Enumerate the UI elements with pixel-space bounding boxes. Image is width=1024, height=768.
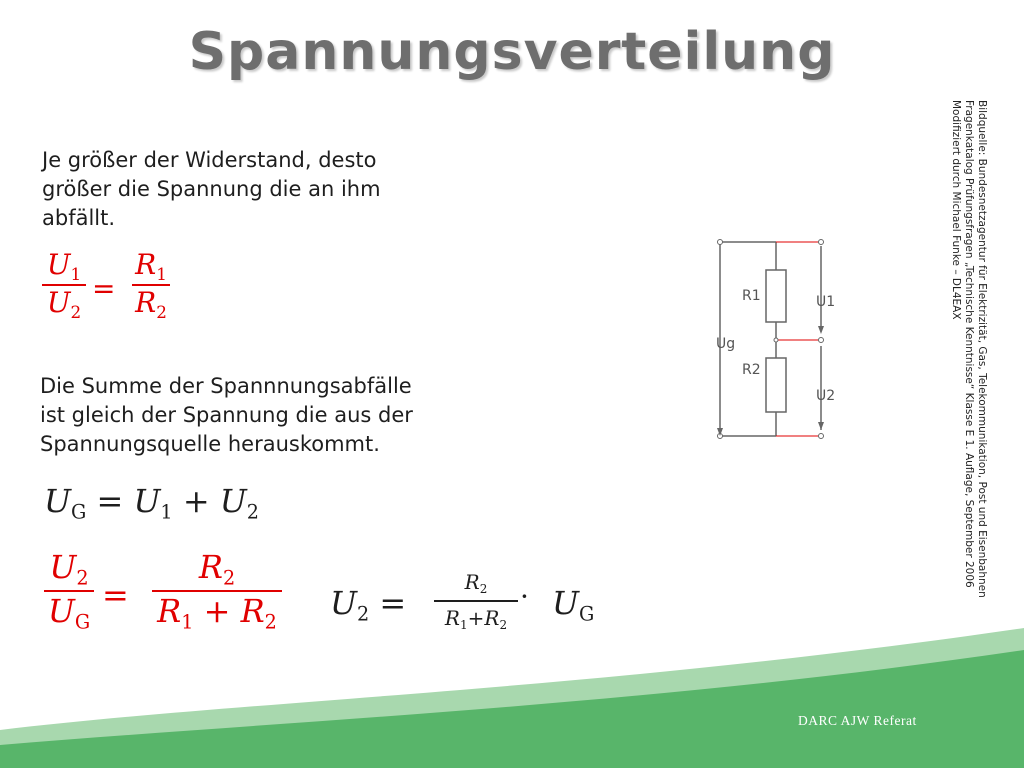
ug-label: Ug — [716, 336, 736, 352]
sum-text: Die Summe der Spannnungsabfälle ist gleich der Spannung die aus der Spannungsquelle herauskommt. — [40, 374, 413, 456]
u1-label: U1 — [816, 294, 836, 310]
sum-formula: $U_G = U_1 + U_2$ — [44, 482, 259, 524]
resistor-r1 — [766, 270, 786, 322]
image-credit: Bildquelle: Bundesnetzagentur für Elektrizität, Gas, Telekommunikation, Post und Eisenbahnen Fragenkatalog Prüfungsfragen „Technische Kenntnisse“ Klasse E 1. Auflage, September 2006 Modifiziert durch Michael Funke – DL4EAX — [950, 100, 988, 598]
slide-title: Spannungsverteilung — [188, 22, 836, 82]
r1-label: R1 — [742, 288, 761, 304]
voltage-divider-circuit — [708, 234, 848, 454]
equals-sign: = — [92, 272, 116, 305]
equals-sign: = — [102, 576, 129, 614]
resistor-r2 — [766, 358, 786, 412]
u2-label: U2 — [816, 388, 836, 404]
slide: Spannungsverteilung Je größer der Widerstand, desto größer die Spannung die an ihm abfällt. $U_1$ $U_2$ = $R_1$ $R_2$ Die Summe der Spannnungsabfälle ist gleich der Spannung die aus der Spannungsquelle herauskommt. $U_G = U_1 + U_2$ $U_2$ $U_G$ = $R_2$ $R_1 + R_2$ $U_2$ = $R_2$ $R_1+R_2$ · $U_G$ R1 R2 Ug U1 U2 Bildquelle: Bundesnetzagentur für Elektrizität, Gas, Telekommunikation, Post und Eisenbahnen Fragenkatalog Prüfungsfragen „Technische Kenntnisse“ Klasse E 1. Auflage, September 2006 Modifiziert durch Michael Funke – DL4EAX DARC AJW Referat — [0, 0, 1024, 768]
footer-text: DARC AJW Referat — [798, 713, 917, 728]
intro-text: Je größer der Widerstand, desto größer die Spannung die an ihm abfällt. — [42, 148, 381, 230]
r2-label: R2 — [742, 362, 761, 378]
